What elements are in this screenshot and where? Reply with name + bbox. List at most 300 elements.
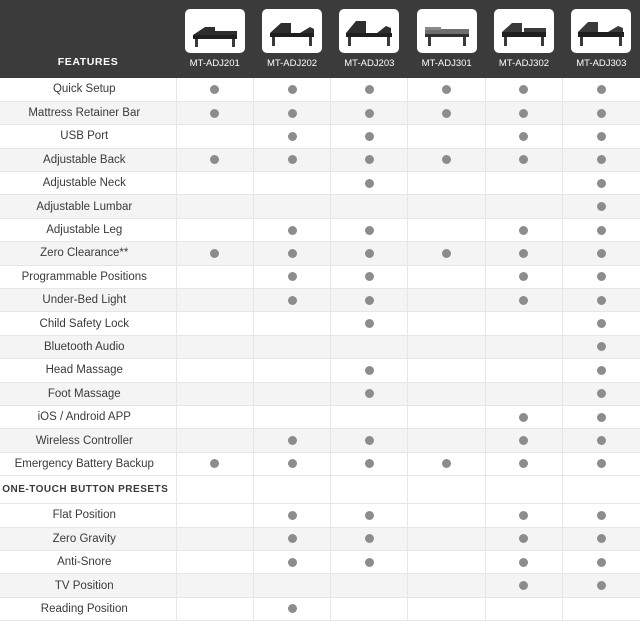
filled-dot-icon <box>519 85 528 94</box>
feature-availability-cell <box>485 312 562 335</box>
feature-availability-cell <box>408 101 485 124</box>
feature-availability-cell <box>331 429 408 452</box>
empty-cell <box>210 581 219 590</box>
feature-availability-cell <box>176 504 253 527</box>
feature-availability-cell <box>176 550 253 573</box>
feature-availability-cell <box>253 289 330 312</box>
feature-availability-cell <box>331 359 408 382</box>
feature-availability-cell <box>253 597 330 620</box>
empty-cell <box>442 272 451 281</box>
feature-availability-cell <box>176 195 253 218</box>
feature-availability-cell <box>331 172 408 195</box>
empty-cell <box>210 226 219 235</box>
filled-dot-icon <box>597 109 606 118</box>
feature-availability-cell <box>485 359 562 382</box>
filled-dot-icon <box>288 558 297 567</box>
feature-availability-cell <box>253 405 330 428</box>
empty-cell <box>365 342 374 351</box>
model-column-header-5 <box>485 0 562 78</box>
model-column-header-1 <box>176 0 253 78</box>
empty-cell <box>210 604 219 613</box>
model-column-header-2 <box>253 0 330 78</box>
filled-dot-icon <box>597 511 606 520</box>
feature-availability-cell <box>485 504 562 527</box>
empty-cell <box>519 604 528 613</box>
feature-availability-cell <box>253 429 330 452</box>
feature-label: TV Position <box>0 574 176 597</box>
feature-availability-cell <box>408 550 485 573</box>
feature-availability-cell <box>331 574 408 597</box>
feature-label: Child Safety Lock <box>0 312 176 335</box>
filled-dot-icon <box>210 249 219 258</box>
empty-cell <box>519 366 528 375</box>
table-row <box>0 504 640 527</box>
filled-dot-icon <box>365 272 374 281</box>
feature-availability-cell <box>485 527 562 550</box>
feature-availability-cell <box>485 101 562 124</box>
filled-dot-icon <box>365 511 374 520</box>
feature-availability-cell <box>563 312 640 335</box>
empty-cell <box>442 202 451 211</box>
empty-cell <box>288 202 297 211</box>
filled-dot-icon <box>597 558 606 567</box>
feature-availability-cell <box>253 359 330 382</box>
feature-availability-cell <box>176 101 253 124</box>
feature-availability-cell <box>331 312 408 335</box>
section-spacer-cell <box>563 476 640 504</box>
feature-availability-cell <box>563 550 640 573</box>
feature-availability-cell <box>485 405 562 428</box>
filled-dot-icon <box>288 511 297 520</box>
empty-cell <box>519 342 528 351</box>
table-row <box>0 312 640 335</box>
feature-availability-cell <box>485 78 562 101</box>
bed-adjustable-icon <box>494 9 554 53</box>
table-row <box>0 405 640 428</box>
feature-availability-cell <box>563 101 640 124</box>
feature-availability-cell <box>408 429 485 452</box>
feature-availability-cell <box>485 125 562 148</box>
filled-dot-icon <box>365 179 374 188</box>
filled-dot-icon <box>365 436 374 445</box>
empty-cell <box>210 366 219 375</box>
feature-label: Anti-Snore <box>0 550 176 573</box>
feature-availability-cell <box>408 265 485 288</box>
model-name: MT-ADJ201 <box>189 58 240 69</box>
filled-dot-icon <box>442 85 451 94</box>
feature-availability-cell <box>485 265 562 288</box>
feature-availability-cell <box>563 574 640 597</box>
bed-adjustable-icon <box>262 9 322 53</box>
filled-dot-icon <box>365 109 374 118</box>
table-row <box>0 597 640 620</box>
empty-cell <box>210 389 219 398</box>
table-row <box>0 265 640 288</box>
filled-dot-icon <box>519 558 528 567</box>
empty-cell <box>442 581 451 590</box>
section-title: ONE-TOUCH BUTTON PRESETS <box>0 476 176 504</box>
filled-dot-icon <box>597 366 606 375</box>
feature-label: Mattress Retainer Bar <box>0 101 176 124</box>
feature-availability-cell <box>408 359 485 382</box>
model-name: MT-ADJ303 <box>576 58 627 69</box>
model-column-header-4 <box>408 0 485 78</box>
feature-availability-cell <box>408 312 485 335</box>
filled-dot-icon <box>288 132 297 141</box>
feature-label: Adjustable Lumbar <box>0 195 176 218</box>
feature-availability-cell <box>485 597 562 620</box>
table-row <box>0 78 640 101</box>
feature-label: Under-Bed Light <box>0 289 176 312</box>
filled-dot-icon <box>597 272 606 281</box>
feature-label: Zero Gravity <box>0 527 176 550</box>
feature-availability-cell <box>331 452 408 475</box>
table-row <box>0 242 640 265</box>
feature-availability-cell <box>253 452 330 475</box>
feature-availability-cell <box>485 242 562 265</box>
feature-availability-cell <box>408 452 485 475</box>
header-row <box>0 0 640 78</box>
feature-availability-cell <box>563 125 640 148</box>
feature-availability-cell <box>331 289 408 312</box>
feature-availability-cell <box>485 335 562 358</box>
feature-availability-cell <box>253 218 330 241</box>
feature-availability-cell <box>176 172 253 195</box>
feature-availability-cell <box>176 265 253 288</box>
feature-availability-cell <box>563 597 640 620</box>
filled-dot-icon <box>519 155 528 164</box>
filled-dot-icon <box>597 459 606 468</box>
filled-dot-icon <box>442 109 451 118</box>
filled-dot-icon <box>519 436 528 445</box>
feature-label: Foot Massage <box>0 382 176 405</box>
feature-availability-cell <box>485 452 562 475</box>
filled-dot-icon <box>519 296 528 305</box>
feature-availability-cell <box>331 597 408 620</box>
empty-cell <box>442 511 451 520</box>
empty-cell <box>442 534 451 543</box>
table-row <box>0 218 640 241</box>
empty-cell <box>288 413 297 422</box>
feature-availability-cell <box>563 405 640 428</box>
table-row <box>0 359 640 382</box>
empty-cell <box>442 226 451 235</box>
feature-availability-cell <box>485 218 562 241</box>
filled-dot-icon <box>365 459 374 468</box>
filled-dot-icon <box>288 436 297 445</box>
filled-dot-icon <box>365 558 374 567</box>
model-column-header-3 <box>331 0 408 78</box>
empty-cell <box>288 581 297 590</box>
filled-dot-icon <box>519 109 528 118</box>
filled-dot-icon <box>597 226 606 235</box>
filled-dot-icon <box>365 366 374 375</box>
empty-cell <box>210 511 219 520</box>
feature-availability-cell <box>563 289 640 312</box>
feature-availability-cell <box>253 148 330 171</box>
empty-cell <box>519 319 528 328</box>
feature-availability-cell <box>176 597 253 620</box>
filled-dot-icon <box>210 109 219 118</box>
feature-availability-cell <box>408 148 485 171</box>
filled-dot-icon <box>597 534 606 543</box>
table-row <box>0 452 640 475</box>
filled-dot-icon <box>210 459 219 468</box>
feature-availability-cell <box>176 429 253 452</box>
filled-dot-icon <box>597 342 606 351</box>
feature-availability-cell <box>408 125 485 148</box>
filled-dot-icon <box>365 319 374 328</box>
feature-availability-cell <box>253 172 330 195</box>
feature-availability-cell <box>563 242 640 265</box>
feature-availability-cell <box>331 242 408 265</box>
table-row <box>0 382 640 405</box>
filled-dot-icon <box>288 534 297 543</box>
feature-availability-cell <box>563 148 640 171</box>
feature-availability-cell <box>176 289 253 312</box>
feature-availability-cell <box>408 382 485 405</box>
filled-dot-icon <box>597 319 606 328</box>
bed-adjustable-icon <box>417 9 477 53</box>
empty-cell <box>442 179 451 188</box>
filled-dot-icon <box>597 202 606 211</box>
empty-cell <box>442 342 451 351</box>
empty-cell <box>519 202 528 211</box>
section-spacer-cell <box>485 476 562 504</box>
feature-availability-cell <box>176 527 253 550</box>
feature-availability-cell <box>253 265 330 288</box>
empty-cell <box>210 413 219 422</box>
filled-dot-icon <box>597 85 606 94</box>
feature-availability-cell <box>331 218 408 241</box>
filled-dot-icon <box>597 155 606 164</box>
table-row <box>0 125 640 148</box>
feature-label: iOS / Android APP <box>0 405 176 428</box>
empty-cell <box>365 604 374 613</box>
empty-cell <box>210 558 219 567</box>
feature-availability-cell <box>176 148 253 171</box>
table-row <box>0 172 640 195</box>
features-column-header <box>0 0 176 78</box>
filled-dot-icon <box>210 155 219 164</box>
feature-availability-cell <box>563 195 640 218</box>
feature-availability-cell <box>331 382 408 405</box>
empty-cell <box>365 413 374 422</box>
feature-availability-cell <box>331 125 408 148</box>
feature-availability-cell <box>408 597 485 620</box>
filled-dot-icon <box>288 155 297 164</box>
table-row <box>0 148 640 171</box>
feature-availability-cell <box>563 382 640 405</box>
filled-dot-icon <box>519 534 528 543</box>
feature-label: Reading Position <box>0 597 176 620</box>
empty-cell <box>442 389 451 398</box>
filled-dot-icon <box>365 132 374 141</box>
feature-availability-cell <box>485 550 562 573</box>
feature-availability-cell <box>485 382 562 405</box>
filled-dot-icon <box>288 296 297 305</box>
feature-availability-cell <box>176 218 253 241</box>
feature-label: Flat Position <box>0 504 176 527</box>
filled-dot-icon <box>597 413 606 422</box>
section-spacer-cell <box>176 476 253 504</box>
filled-dot-icon <box>288 85 297 94</box>
feature-availability-cell <box>176 125 253 148</box>
feature-availability-cell <box>408 574 485 597</box>
feature-availability-cell <box>331 78 408 101</box>
feature-availability-cell <box>563 265 640 288</box>
feature-availability-cell <box>253 550 330 573</box>
empty-cell <box>442 604 451 613</box>
feature-availability-cell <box>331 504 408 527</box>
table-row <box>0 550 640 573</box>
feature-availability-cell <box>331 148 408 171</box>
filled-dot-icon <box>365 85 374 94</box>
empty-cell <box>210 534 219 543</box>
bed-adjustable-icon <box>339 9 399 53</box>
feature-availability-cell <box>331 405 408 428</box>
feature-label: Quick Setup <box>0 78 176 101</box>
filled-dot-icon <box>597 581 606 590</box>
empty-cell <box>210 272 219 281</box>
model-name: MT-ADJ301 <box>421 58 472 69</box>
feature-availability-cell <box>563 172 640 195</box>
feature-availability-cell <box>176 405 253 428</box>
feature-availability-cell <box>331 550 408 573</box>
feature-availability-cell <box>408 504 485 527</box>
filled-dot-icon <box>519 581 528 590</box>
filled-dot-icon <box>288 226 297 235</box>
feature-availability-cell <box>408 335 485 358</box>
feature-label: USB Port <box>0 125 176 148</box>
empty-cell <box>442 436 451 445</box>
filled-dot-icon <box>365 296 374 305</box>
filled-dot-icon <box>519 459 528 468</box>
feature-availability-cell <box>408 289 485 312</box>
empty-cell <box>288 389 297 398</box>
feature-availability-cell <box>176 312 253 335</box>
feature-availability-cell <box>563 78 640 101</box>
empty-cell <box>442 366 451 375</box>
feature-availability-cell <box>253 242 330 265</box>
model-name: MT-ADJ203 <box>344 58 395 69</box>
section-spacer-cell <box>253 476 330 504</box>
filled-dot-icon <box>365 226 374 235</box>
feature-availability-cell <box>331 195 408 218</box>
table-body <box>0 78 640 621</box>
empty-cell <box>210 319 219 328</box>
filled-dot-icon <box>288 272 297 281</box>
section-spacer-cell <box>408 476 485 504</box>
section-spacer-cell <box>331 476 408 504</box>
feature-availability-cell <box>253 527 330 550</box>
empty-cell <box>365 202 374 211</box>
table-row <box>0 574 640 597</box>
feature-availability-cell <box>253 335 330 358</box>
features-header-label: FEATURES <box>57 56 119 68</box>
table-row <box>0 335 640 358</box>
empty-cell <box>442 413 451 422</box>
model-name: MT-ADJ202 <box>266 58 318 69</box>
feature-availability-cell <box>253 195 330 218</box>
feature-availability-cell <box>408 218 485 241</box>
empty-cell <box>442 319 451 328</box>
feature-availability-cell <box>331 527 408 550</box>
feature-availability-cell <box>485 148 562 171</box>
feature-availability-cell <box>485 574 562 597</box>
table-row <box>0 527 640 550</box>
filled-dot-icon <box>288 109 297 118</box>
filled-dot-icon <box>210 85 219 94</box>
feature-availability-cell <box>176 382 253 405</box>
table-row <box>0 101 640 124</box>
filled-dot-icon <box>597 389 606 398</box>
feature-availability-cell <box>485 429 562 452</box>
empty-cell <box>442 132 451 141</box>
feature-availability-cell <box>176 242 253 265</box>
filled-dot-icon <box>288 249 297 258</box>
feature-availability-cell <box>253 504 330 527</box>
feature-label: Zero Clearance** <box>0 242 176 265</box>
feature-availability-cell <box>408 195 485 218</box>
feature-availability-cell <box>176 452 253 475</box>
feature-availability-cell <box>176 574 253 597</box>
empty-cell <box>210 202 219 211</box>
filled-dot-icon <box>365 249 374 258</box>
feature-availability-cell <box>563 218 640 241</box>
feature-label: Programmable Positions <box>0 265 176 288</box>
filled-dot-icon <box>365 534 374 543</box>
empty-cell <box>210 436 219 445</box>
feature-availability-cell <box>563 335 640 358</box>
filled-dot-icon <box>597 296 606 305</box>
feature-availability-cell <box>253 101 330 124</box>
empty-cell <box>519 179 528 188</box>
filled-dot-icon <box>365 155 374 164</box>
empty-cell <box>288 179 297 188</box>
feature-availability-cell <box>485 195 562 218</box>
empty-cell <box>210 179 219 188</box>
empty-cell <box>442 296 451 305</box>
feature-availability-cell <box>176 335 253 358</box>
feature-availability-cell <box>408 78 485 101</box>
feature-availability-cell <box>253 574 330 597</box>
empty-cell <box>288 342 297 351</box>
feature-availability-cell <box>331 335 408 358</box>
filled-dot-icon <box>519 511 528 520</box>
feature-availability-cell <box>485 172 562 195</box>
feature-availability-cell <box>176 359 253 382</box>
feature-availability-cell <box>253 78 330 101</box>
section-header-row <box>0 476 640 504</box>
filled-dot-icon <box>519 226 528 235</box>
filled-dot-icon <box>519 249 528 258</box>
filled-dot-icon <box>519 272 528 281</box>
empty-cell <box>210 342 219 351</box>
filled-dot-icon <box>442 249 451 258</box>
filled-dot-icon <box>519 132 528 141</box>
filled-dot-icon <box>288 459 297 468</box>
feature-label: Emergency Battery Backup <box>0 452 176 475</box>
table-header <box>0 0 640 78</box>
bed-adjustable-icon <box>571 9 631 53</box>
filled-dot-icon <box>597 132 606 141</box>
filled-dot-icon <box>597 249 606 258</box>
feature-label: Adjustable Back <box>0 148 176 171</box>
filled-dot-icon <box>365 389 374 398</box>
feature-availability-cell <box>176 78 253 101</box>
empty-cell <box>519 389 528 398</box>
